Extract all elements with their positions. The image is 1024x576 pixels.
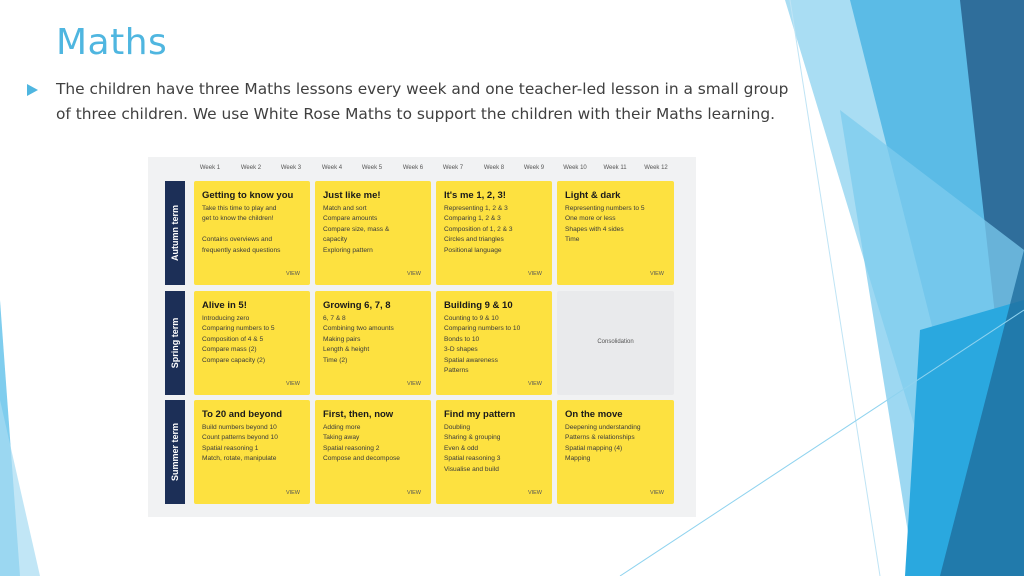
unit-contents: Introducing zero Comparing numbers to 5 Composition of 4 & 5 Compare mass (2) Compare capacity (2) xyxy=(202,315,275,364)
slide-body-text: The children have three Maths lessons every week and one teacher-led lesson in a small group of three children. We use White Rose Maths to support the children with their Maths learning. xyxy=(56,80,789,123)
unit-title: First, then, now xyxy=(323,409,394,420)
unit-card-growing-6-7-8[interactable] xyxy=(315,291,431,395)
long-term-plan-image xyxy=(148,157,696,517)
view-link[interactable]: VIEW xyxy=(527,490,542,496)
unit-card-to-20-and-beyond[interactable] xyxy=(194,400,310,504)
unit-card-building-9-and-10[interactable] xyxy=(436,291,552,395)
week-label: Week 4 xyxy=(321,165,343,171)
unit-contents: Representing numbers to 5 One more or less Shapes with 4 sides Time xyxy=(565,205,645,244)
week-label: Week 5 xyxy=(361,165,383,171)
view-link[interactable]: VIEW xyxy=(406,271,421,277)
unit-card-find-my-pattern[interactable] xyxy=(436,400,552,504)
unit-card-first-then-now[interactable] xyxy=(315,400,431,504)
slide-title: Maths xyxy=(56,22,168,63)
unit-card-its-me-1-2-3[interactable] xyxy=(436,181,552,285)
unit-title: Building 9 & 10 xyxy=(444,300,513,311)
week-label: Week 8 xyxy=(483,165,505,171)
unit-card-consolidation xyxy=(557,291,674,395)
week-label: Week 9 xyxy=(523,165,545,171)
unit-card-light-and-dark[interactable] xyxy=(557,181,674,285)
unit-title: Getting to know you xyxy=(202,190,294,201)
view-link[interactable]: VIEW xyxy=(285,490,300,496)
week-header-row xyxy=(190,165,692,177)
week-label: Week 6 xyxy=(402,165,424,171)
view-link[interactable]: VIEW xyxy=(285,381,300,387)
unit-title: To 20 and beyond xyxy=(202,409,283,420)
view-link[interactable]: VIEW xyxy=(527,381,542,387)
unit-card-alive-in-5[interactable] xyxy=(194,291,310,395)
unit-contents: Doubling Sharing & grouping Even & odd Spatial reasoning 3 Visualise and build xyxy=(444,424,501,473)
unit-contents: Deepening understanding Patterns & relationships Spatial mapping (4) Mapping xyxy=(565,424,641,463)
unit-contents: Build numbers beyond 10 Count patterns beyond 10 Spatial reasoning 1 Match, rotate, manipulate xyxy=(202,424,278,463)
unit-title: Find my pattern xyxy=(444,409,516,420)
week-label: Week 2 xyxy=(240,165,262,171)
unit-contents: Match and sort Compare amounts Compare size, mass & capacity Exploring pattern xyxy=(323,205,390,254)
bullet-arrow-icon xyxy=(27,84,38,96)
week-label: Week 10 xyxy=(563,165,587,171)
week-label: Week 7 xyxy=(442,165,464,171)
view-link[interactable]: VIEW xyxy=(285,271,300,277)
unit-title: Growing 6, 7, 8 xyxy=(323,300,391,311)
unit-contents: Adding more Taking away Spatial reasoning 2 Compose and decompose xyxy=(323,424,400,463)
week-label: Week 11 xyxy=(603,165,627,171)
week-label: Week 3 xyxy=(280,165,302,171)
unit-card-on-the-move[interactable] xyxy=(557,400,674,504)
unit-title: Alive in 5! xyxy=(202,300,247,311)
term-label-summer: Summer term xyxy=(165,400,185,504)
unit-title: It's me 1, 2, 3! xyxy=(444,190,506,201)
term-label-spring: Spring term xyxy=(165,291,185,395)
view-link[interactable]: VIEW xyxy=(406,490,421,496)
week-label: Week 12 xyxy=(644,165,668,171)
week-label: Week 1 xyxy=(199,165,221,171)
unit-card-just-like-me[interactable] xyxy=(315,181,431,285)
unit-contents: Representing 1, 2 & 3 Comparing 1, 2 & 3 Composition of 1, 2 & 3 Circles and triangles Positional language xyxy=(444,205,513,254)
unit-contents: 6, 7 & 8 Combining two amounts Making pairs Length & height Time (2) xyxy=(323,315,394,364)
unit-contents: Take this time to play and get to know the children! Contains overviews and frequently asked questions xyxy=(202,205,281,254)
view-link[interactable]: VIEW xyxy=(649,490,664,496)
view-link[interactable]: VIEW xyxy=(406,381,421,387)
view-link[interactable]: VIEW xyxy=(649,271,664,277)
term-label-autumn: Autumn term xyxy=(165,181,185,285)
unit-title: Light & dark xyxy=(565,190,621,201)
unit-title: On the move xyxy=(565,409,623,420)
unit-card-getting-to-know-you[interactable] xyxy=(194,181,310,285)
unit-contents: Counting to 9 & 10 Comparing numbers to 10 Bonds to 10 3-D shapes Spatial awareness Patterns xyxy=(444,315,521,375)
view-link[interactable]: VIEW xyxy=(527,271,542,277)
unit-title: Just like me! xyxy=(323,190,381,201)
consolidation-label: Consolidation xyxy=(597,339,634,345)
